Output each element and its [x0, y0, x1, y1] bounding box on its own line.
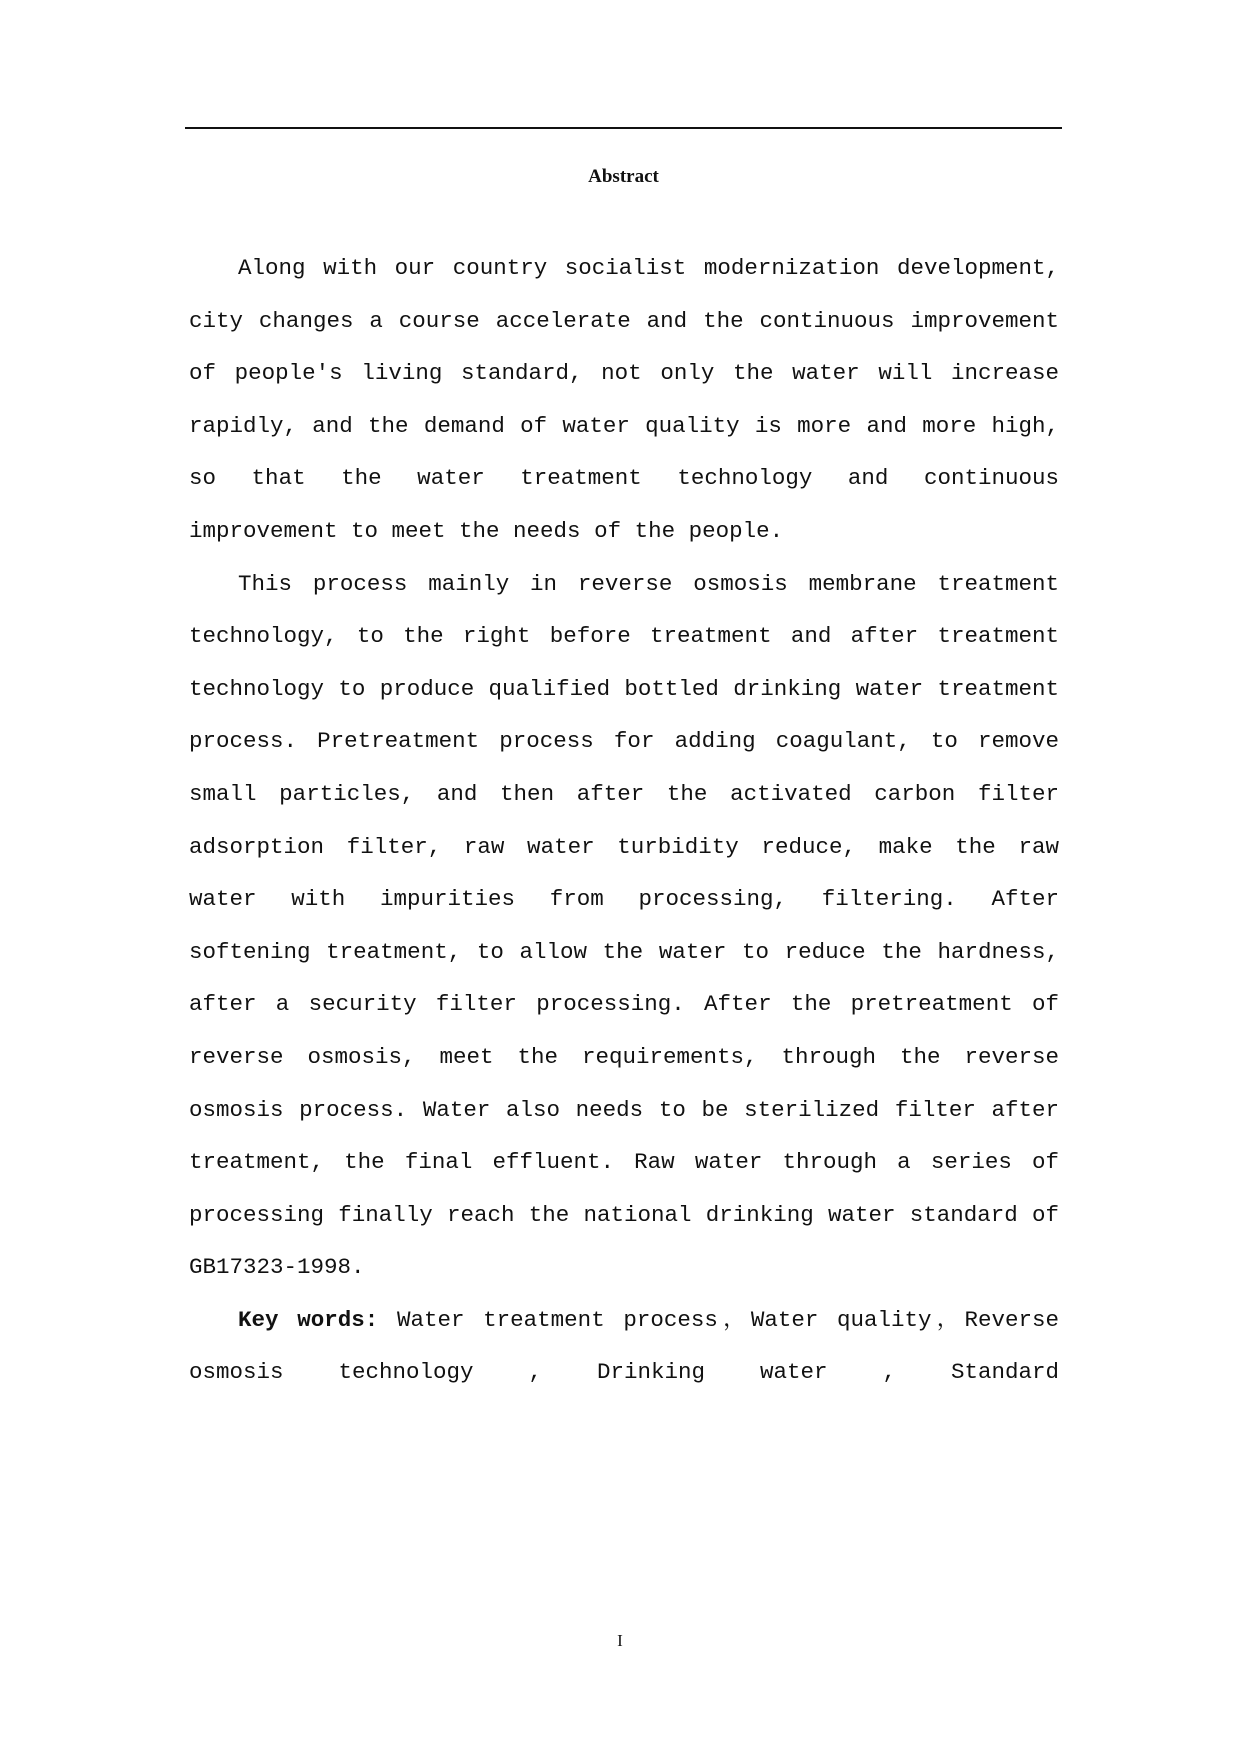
- abstract-title: Abstract: [588, 166, 659, 187]
- keywords-label: Key words:: [238, 1306, 379, 1333]
- abstract-paragraph-2: This process mainly in reverse osmosis membrane treatment technology, to the right before treatment and after treatment technology to produce qualified bottled drinking water treatment process. Pretreatment process for adding coagulant, to remove small particles, and then after the activated carbon filter adsorption filter, raw water turbidity reduce, make the raw water with impurities from processing, filtering. After softening treatment, to allow the water to reduce the hardness, after a security filter processing. After the pretreatment of reverse osmosis, meet the requirements, through the reverse osmosis process. Water also needs to be sterilized filter after treatment, the final effluent. Raw water through a series of processing finally reach the national drinking water standard of GB17323-1998.: [189, 570, 1059, 1281]
- keywords-text: Water treatment process，Water quality，Reverse osmosis technology , Drinking water , Standard: [189, 1306, 1059, 1386]
- abstract-body: [189, 242, 1059, 1399]
- header-rule: [185, 127, 1062, 129]
- abstract-paragraph-1: Along with our country socialist modernization development, city changes a course accelerate and the continuous improvement of people's living standard, not only the water will increase rapidly, and the demand of water quality is more and more high, so that the water treatment technology and continuous improvement to meet the needs of the people.: [189, 255, 1059, 544]
- page-number: I: [617, 1631, 623, 1650]
- keywords-line: [189, 1294, 1059, 1399]
